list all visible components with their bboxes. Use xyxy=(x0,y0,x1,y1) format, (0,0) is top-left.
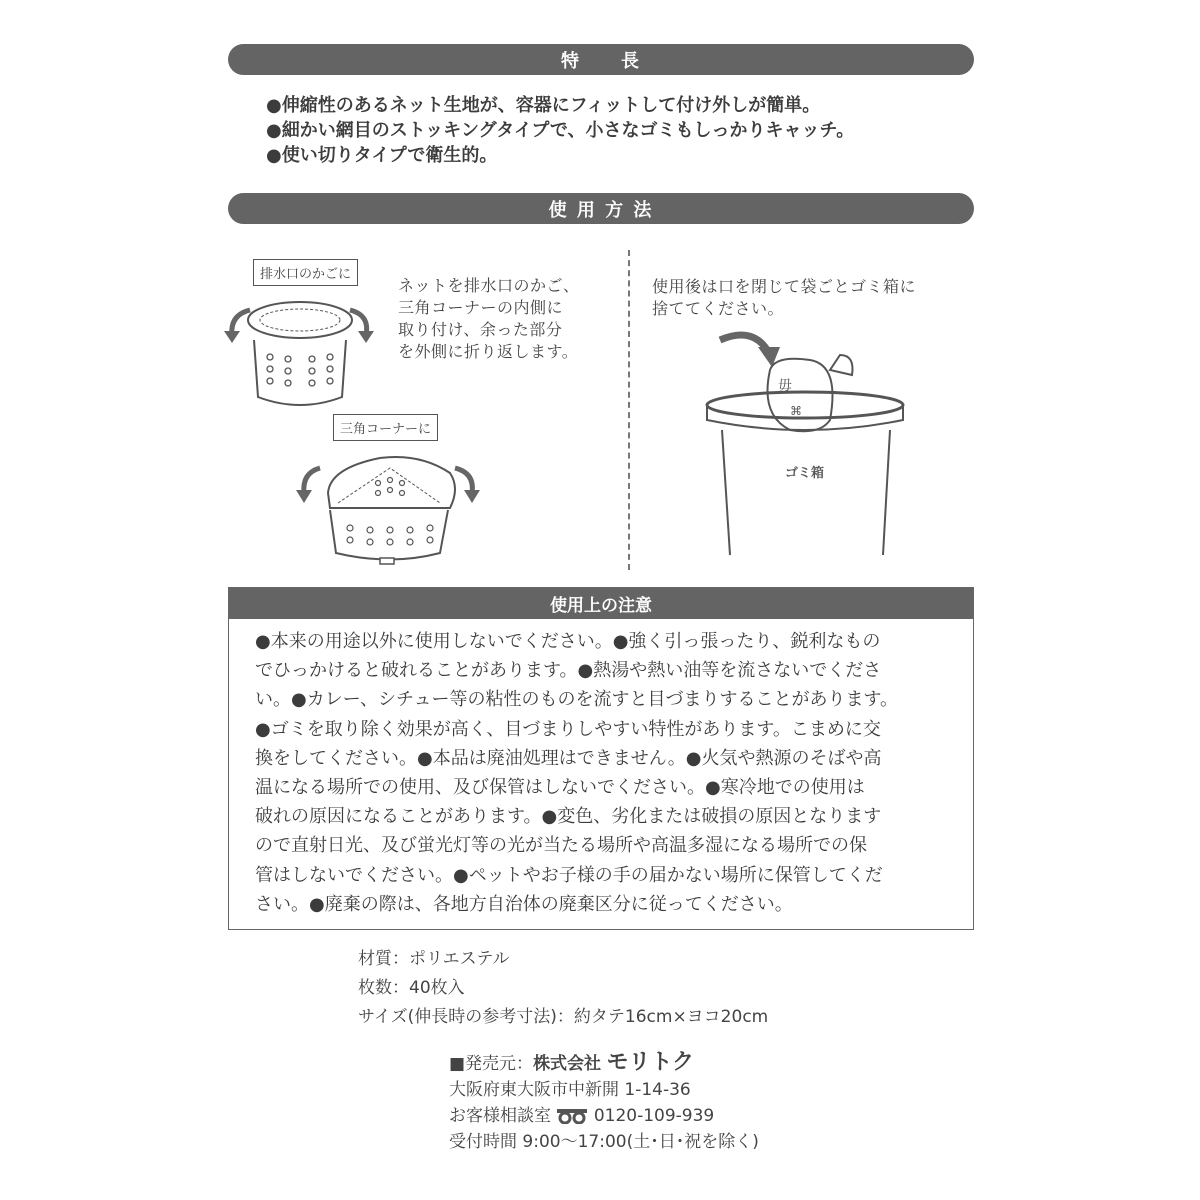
caution-header xyxy=(229,588,973,619)
instruction-line: 取り付け、余った部分 xyxy=(398,320,563,339)
corner-basket-illustration xyxy=(290,448,490,568)
maker-line xyxy=(449,1050,759,1077)
trash-bin-illustration xyxy=(700,325,920,570)
drain-basket-illustration xyxy=(220,285,380,415)
drain-basket-label: 排水口のかごに xyxy=(253,259,358,286)
caution-line: 破れの原因になることがあります。●変色、劣化または破損の原因となります xyxy=(255,806,882,828)
caution-line: ●ゴミを取り除く効果が高く、目づまりしやすい特性があります。こまめに交 xyxy=(255,718,881,740)
spec-material: 材質：ポリエステル xyxy=(358,949,510,969)
usage-header xyxy=(228,193,974,224)
caution-line: さい。●廃棄の際は、各地方自治体の廃棄区分に従ってください。 xyxy=(255,893,793,915)
free-dial-icon xyxy=(556,1108,588,1124)
maker-info xyxy=(449,1050,759,1155)
feature-item: ●使い切りタイプで衛生的。 xyxy=(266,145,498,166)
caution-line: ●本来の用途以外に使用しないでください。●強く引っ張ったり、鋭利なもの xyxy=(255,631,881,652)
feature-item: ●伸縮性のあるネット生地が、容器にフィットして付け外しが簡単。 xyxy=(266,95,821,116)
instruction-line: 三角コーナーの内側に xyxy=(398,298,564,317)
caution-body xyxy=(229,619,973,919)
support-phone[interactable]: 0120-109-939 xyxy=(593,1106,715,1126)
maker-brand: モリトク xyxy=(606,1050,695,1075)
features-header xyxy=(228,44,974,75)
bin-label: ゴミ箱 xyxy=(785,466,825,481)
spec-size: サイズ(伸長時の参考寸法)：約タテ16cm×ヨコ20cm xyxy=(358,1007,769,1027)
caution-line: 温になる場所での使用、及び保管はしないでください。●寒冷地での使用は xyxy=(255,777,865,799)
instruction-line: 使用後は口を閉じて袋ごとゴミ箱に xyxy=(652,277,917,296)
caution-line: でひっかけると破れることがあります。●熱湯や熱い油等を流さないでくださ xyxy=(255,660,882,682)
corner-basket-label: 三角コーナーに xyxy=(333,414,438,441)
disposal-instruction xyxy=(652,276,916,320)
caution-line: ので直射日光、及び蛍光灯等の光が当たる場所や高温多湿になる場所での保 xyxy=(255,835,867,857)
features-title: 特 長 xyxy=(561,50,641,72)
caution-title: 使用上の注意 xyxy=(550,596,652,616)
instruction-line: ネットを排水口のかご、 xyxy=(398,276,580,295)
spec-count: 枚数：40枚入 xyxy=(358,978,465,998)
product-specs xyxy=(358,945,768,1032)
features-list xyxy=(266,93,854,168)
caution-line: い。●カレー、シチュー等の粘性のものを流すと目づまりすることがあります。 xyxy=(255,689,899,711)
drain-instruction xyxy=(398,275,580,363)
maker-address: 大阪府東大阪市中新開 1-14-36 xyxy=(449,1080,691,1100)
maker-support xyxy=(449,1103,759,1129)
caution-line: 換をしてください。●本品は廃油処理はできません。●火気や熱源のそばや高 xyxy=(255,747,882,769)
caution-line: 管はしないでください。●ペットやお子様の手の届かない場所に保管してくだ xyxy=(255,864,883,886)
instruction-line: 捨ててください。 xyxy=(652,299,785,318)
maker-company: 株式会社 xyxy=(533,1054,602,1074)
support-label: お客様相談室 xyxy=(449,1106,551,1126)
svg-text:毋: 毋 xyxy=(778,378,792,394)
maker-prefix: ■発売元： xyxy=(449,1054,534,1074)
usage-divider xyxy=(628,250,630,570)
caution-box xyxy=(228,587,974,930)
feature-item: ●細かい網目のストッキングタイプで、小さなゴミもしっかりキャッチ。 xyxy=(266,120,855,141)
instruction-line: を外側に折り返します。 xyxy=(398,342,579,361)
svg-text:⌘: ⌘ xyxy=(790,404,802,418)
usage-title: 使 用 方 法 xyxy=(548,199,654,221)
support-hours: 受付時間 9:00～17:00(土･日･祝を除く) xyxy=(449,1132,759,1152)
